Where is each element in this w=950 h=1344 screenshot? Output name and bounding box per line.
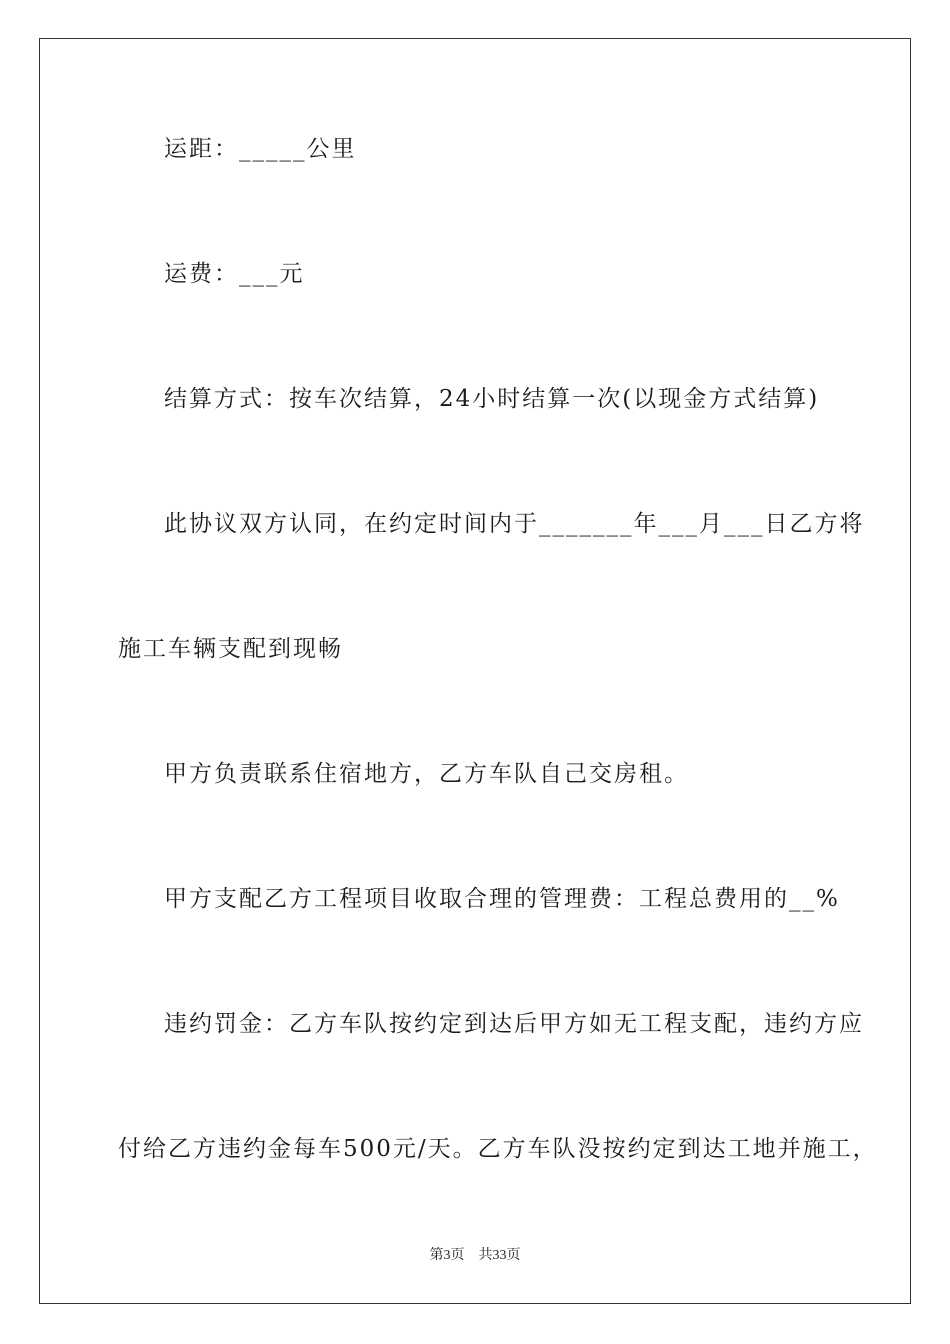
text-line-agreement-cont: 施工车辆支配到现畅 <box>118 636 343 662</box>
text-line-distance: 运距：_____公里 <box>164 136 357 162</box>
text-line-penalty: 违约罚金：乙方车队按约定到达后甲方如无工程支配，违约方应 <box>164 1011 864 1037</box>
text-line-agreement: 此协议双方认同，在约定时间内于_______年___月___日乙方将 <box>164 511 865 537</box>
text-line-settlement: 结算方式：按车次结算，24小时结算一次(以现金方式结算) <box>164 386 820 412</box>
text-line-penalty-cont: 付给乙方违约金每车500元/天。乙方车队没按约定到达工地并施工， <box>118 1136 878 1162</box>
page-border <box>39 38 911 1304</box>
text-line-lodging: 甲方负责联系住宿地方，乙方车队自己交房租。 <box>164 761 689 787</box>
page-number: 第3页 共33页 <box>429 1248 521 1263</box>
text-line-freight: 运费：___元 <box>164 261 305 287</box>
text-line-management-fee: 甲方支配乙方工程项目收取合理的管理费：工程总费用的__% <box>164 886 840 912</box>
